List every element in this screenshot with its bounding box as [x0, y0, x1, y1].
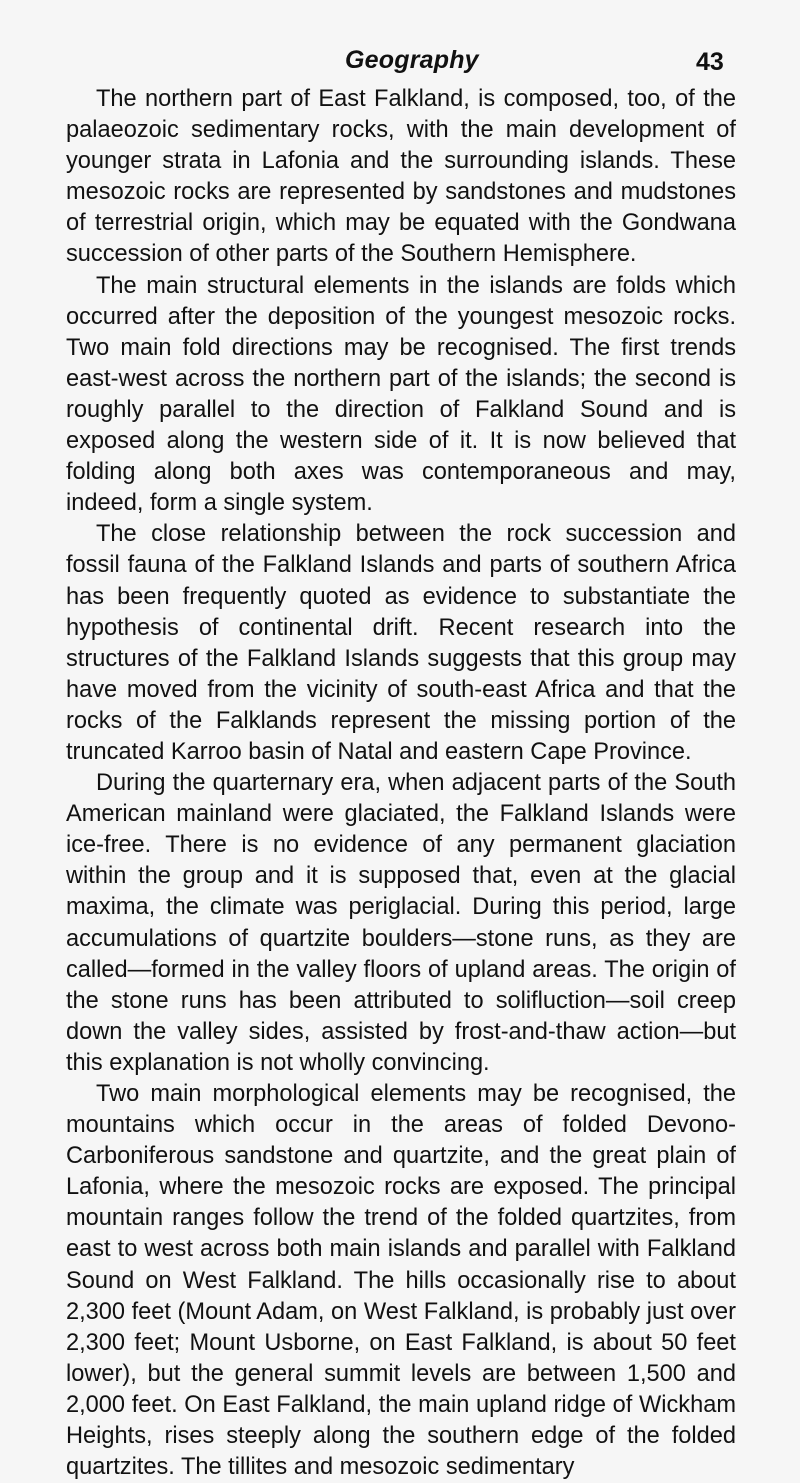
paragraph: The close relationship between the rock succession and fossil fauna of the Falkland Islands and parts of southern Africa has been frequently quoted as evidence to substantiate the hypothesis of continental drift. Recent research into the structures of the Falkland Islands suggests that this group may have moved from the vicinity of south-east Africa and that the rocks of the Falklands represent the missing portion of the truncated Karroo basin of Natal and eastern Cape Province.	[66, 521, 736, 765]
paragraph: The northern part of East Falkland, is composed, too, of the palaeozoic sedimentary rocks, with the main development of younger strata in Lafonia and the surrounding islands. These mesozoic rocks are represented by sandstones and mudstones of terrestrial origin, which may be equated with the Gondwana succession of other parts of the Southern Hemisphere.	[66, 86, 736, 268]
body-text	[66, 84, 736, 1483]
paragraph: Two main morphological elements may be recognised, the mountains which occur in the areas of folded Devono-Carboniferous sandstone and quartzite, and the great plain of Lafonia, where the mesozoic rocks are exposed. The principal mountain ranges follow the trend of the folded quartzites, from east to west across both main islands and parallel with Falkland Sound on West Falkland. The hills occasionally rise to about 2,300 feet (Mount Adam, on West Falkland, is probably just over 2,300 feet; Mount Usborne, on East Falkland, is about 50 feet lower), but the general summit levels are between 1,500 and 2,000 feet. On East Falkland, the main upland ridge of Wickham Heights, rises steeply along the southern edge of the folded quartzites. The tillites and mesozoic sedimentary	[66, 1081, 736, 1481]
paragraph: During the quarternary era, when adjacent parts of the South American mainland were glaciated, the Falkland Islands were ice-free. There is no evidence of any permanent glaciation within the group and it is supposed that, even at the glacial maxima, the climate was periglacial. During this period, large accumulations of quartzite boulders—stone runs, as they are called—formed in the valley floors of upland areas. The origin of the stone runs has been attributed to solifluction—soil creep down the valley sides, assisted by frost-and-thaw action—but this explanation is not wholly convincing.	[66, 770, 736, 1076]
page-header	[0, 46, 800, 86]
running-title: Geography	[345, 46, 479, 74]
page-number: 43	[696, 48, 724, 76]
paragraph: The main structural elements in the islands are folds which occurred after the deposition of the youngest mesozoic rocks. Two main fold directions may be recognised. The first trends east-west across the northern part of the islands; the second is roughly parallel to the direction of Falkland Sound and is exposed along the western side of it. It is now believed that folding along both axes was contemporaneous and may, indeed, form a single system.	[66, 272, 736, 517]
